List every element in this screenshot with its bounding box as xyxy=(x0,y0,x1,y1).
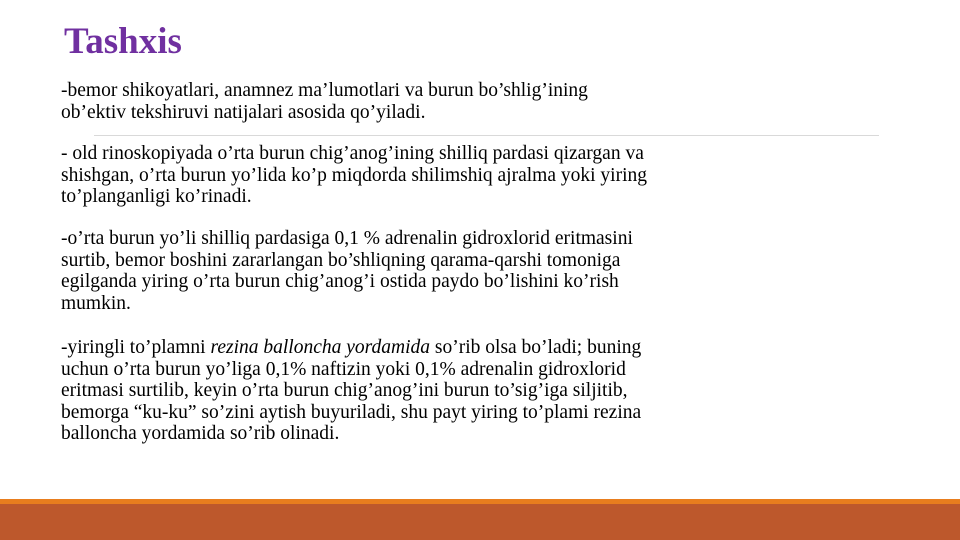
paragraph-line: mumkin. xyxy=(61,292,131,314)
paragraph-line: -o’rta burun yo’li shilliq pardasiga 0,1 % adrenalin gidroxlorid eritmasini xyxy=(61,228,633,249)
paragraph-adrenaline-test xyxy=(61,228,761,314)
paragraph-line: - old rinoskopiyada o’rta burun chig’anog’ining shilliq pardasi qizargan va xyxy=(61,143,644,164)
italic-phrase: rezina balloncha yordamida xyxy=(210,337,431,358)
paragraph-line: uchun o’rta burun yo’liga 0,1% naftizin yoki 0,1% adrenalin gidroxlorid xyxy=(61,358,626,380)
paragraph-anterior-rhinoscopy xyxy=(61,143,761,208)
text-segment: -yiringli to’plamni xyxy=(61,337,211,358)
slide-title: Tashxis xyxy=(64,21,182,62)
paragraph-line: surtib, bemor boshini zararlangan bo’shliqning qarama-qarshi tomoniga xyxy=(61,249,621,271)
paragraph-line: balloncha yordamida so’rib olinadi. xyxy=(61,423,340,444)
paragraph-diagnosis-basis xyxy=(61,80,761,123)
footer-bar xyxy=(0,504,960,540)
paragraph-line: eritmasi surtilib, keyin o’rta burun chig’anog’ini burun to’sig’iga siljitib, xyxy=(61,380,628,401)
paragraph-line: -bemor shikoyatlari, anamnez ma’lumotlari va burun bo’shlig’ining xyxy=(61,80,588,101)
paragraph-line: egilganda yiring o’rta burun chig’anog’i ostida paydo bo’lishini ko’rish xyxy=(61,271,619,292)
paragraph-line: shishgan, o’rta burun yo’lida ko’p miqdorda shilimshiq ajralma yoki yiring xyxy=(61,164,647,186)
text-segment: so’rib olsa bo’ladi; buning xyxy=(430,337,642,358)
paragraph-line: ob’ektiv tekshiruvi natijalari asosida qo’yiladi. xyxy=(61,101,426,123)
paragraph-line: to’planganligi ko’rinadi. xyxy=(61,186,252,207)
paragraph-line: bemorga “ku-ku” so’zini aytish buyuriladi, shu payt yiring to’plami rezina xyxy=(61,401,642,423)
paragraph-pus-aspiration xyxy=(61,337,761,445)
paragraph-line xyxy=(61,337,761,359)
divider-line xyxy=(94,135,879,136)
